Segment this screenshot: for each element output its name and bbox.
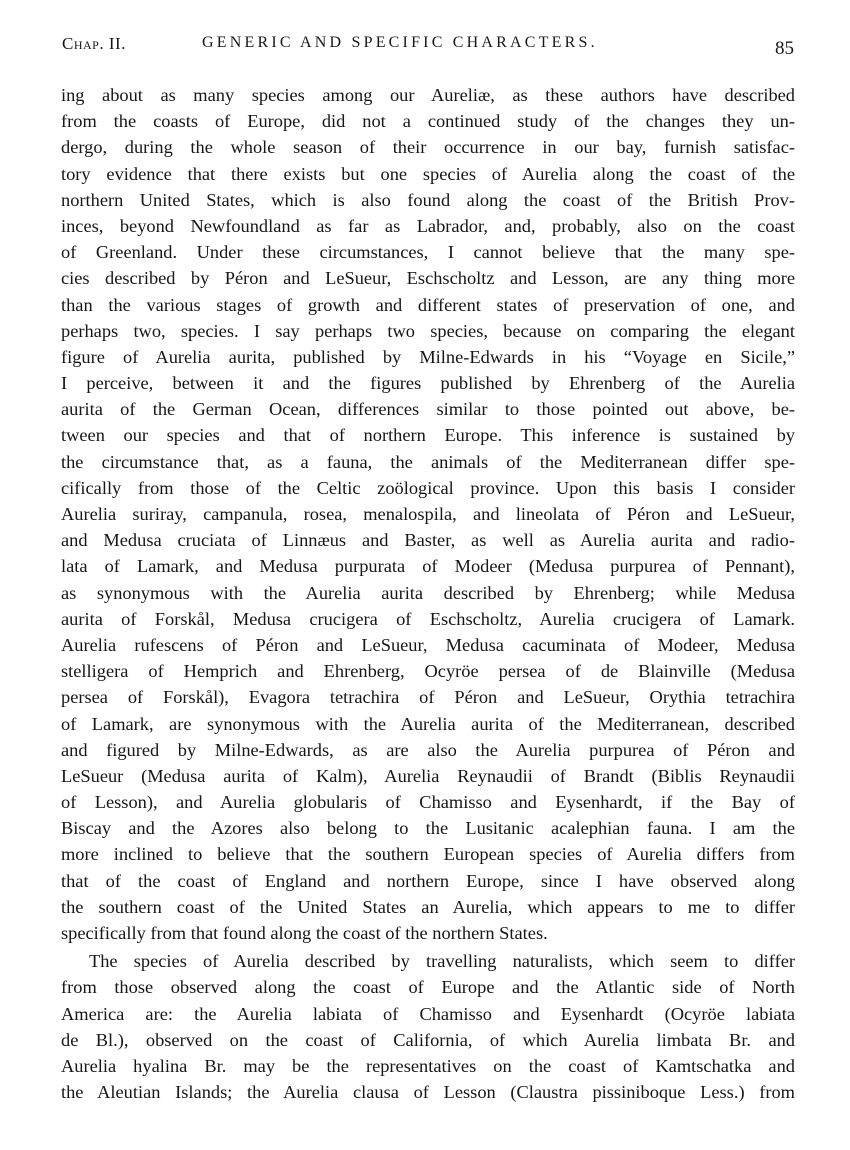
text-line: inces, beyond Newfoundland as far as Labrador, and, probably, also on the coast xyxy=(61,215,795,236)
text-line: more inclined to believe that the southern European species of Aurelia differs from xyxy=(61,844,795,865)
text-line: lata of Lamark, and Medusa purpurata of Modeer (Medusa purpurea of Pennant), xyxy=(61,556,795,577)
text-line: ing about as many species among our Aureliæ, as these authors have described xyxy=(61,85,795,105)
text-line: the Aleutian Islands; the Aurelia clausa of Lesson (Claustra pissiniboque Less.) from xyxy=(61,1082,795,1103)
text-line: Aurelia rufescens of Péron and LeSueur, Medusa cacuminata of Modeer, Medusa xyxy=(61,634,795,655)
text-line: America are: the Aurelia labiata of Chamisso and Eysenhardt (Ocyröe labiata xyxy=(61,1003,795,1024)
text-line: and figured by Milne-Edwards, as are also the Aurelia purpurea of Péron and xyxy=(61,739,795,760)
text-line: Aurelia hyalina Br. may be the representatives on the coast of Kamtschatka and xyxy=(61,1055,795,1076)
text-line: Aurelia suriray, campanula, rosea, menalospila, and lineolata of Péron and LeSueur, xyxy=(61,504,795,524)
text-line: stelligera of Hemprich and Ehrenberg, Ocyröe persea of de Blainville (Medusa xyxy=(61,661,795,682)
text-line: northern United States, which is also found along the coast of the British Prov- xyxy=(61,189,795,210)
text-line: tory evidence that there exists but one species of Aurelia along the coast of the xyxy=(61,163,795,184)
text-line: from the coasts of Europe, did not a continued study of the changes they un- xyxy=(61,111,795,132)
text-line: tween our species and that of northern Europe. This inference is sustained by xyxy=(61,425,795,446)
text-line: the circumstance that, as a fauna, the animals of the Mediterranean differ spe- xyxy=(61,451,795,472)
text-line: Biscay and the Azores also belong to the Lusitanic acalephian fauna. I am the xyxy=(61,818,795,839)
body-text xyxy=(61,82,795,1105)
text-line: I perceive, between it and the figures published by Ehrenberg of the Aurelia xyxy=(61,373,795,394)
text-line: as synonymous with the Aurelia aurita described by Ehrenberg; while Medusa xyxy=(61,582,795,603)
text-line: perhaps two, species. I say perhaps two species, because on comparing the elegant xyxy=(61,320,795,341)
text-line: specifically from that found along the coast of the northern States. xyxy=(61,923,548,943)
text-line: that of the coast of England and northern Europe, since I have observed along xyxy=(61,870,795,891)
text-line: of Lesson), and Aurelia globularis of Chamisso and Eysenhardt, if the Bay of xyxy=(61,792,795,813)
text-line: from those observed along the coast of Europe and the Atlantic side of North xyxy=(61,977,795,998)
text-line: de Bl.), observed on the coast of California, of which Aurelia limbata Br. and xyxy=(61,1029,795,1050)
page-number: 85 xyxy=(775,38,794,59)
text-line: of Lamark, are synonymous with the Aurelia aurita of the Mediterranean, described xyxy=(61,713,795,734)
chapter-label: Chap. II. xyxy=(62,34,126,53)
text-line: The species of Aurelia described by travelling naturalists, which seem to differ xyxy=(89,951,795,972)
text-line: aurita of Forskål, Medusa crucigera of Eschscholtz, Aurelia crucigera of Lamark. xyxy=(61,608,795,629)
text-line: the southern coast of the United States an Aurelia, which appears to me to differ xyxy=(61,896,795,917)
text-line: of Greenland. Under these circumstances, I cannot believe that the many spe- xyxy=(61,242,795,263)
text-line: than the various stages of growth and different states of preservation of one, and xyxy=(61,294,795,315)
text-line: cifically from those of the Celtic zoölogical province. Upon this basis I consider xyxy=(61,477,795,498)
text-line: dergo, during the whole season of their occurrence in our bay, furnish satisfac- xyxy=(61,137,795,158)
text-line: LeSueur (Medusa aurita of Kalm), Aurelia Reynaudii of Brandt (Biblis Reynaudii xyxy=(61,765,795,786)
text-line: cies described by Péron and LeSueur, Eschscholtz and Lesson, are any thing more xyxy=(61,268,795,289)
running-title: GENERIC AND SPECIFIC CHARACTERS. xyxy=(202,34,598,51)
paragraph xyxy=(61,82,795,946)
paragraph xyxy=(61,948,795,1105)
text-line: persea of Forskål), Evagora tetrachira of Péron and LeSueur, Orythia tetrachira xyxy=(61,687,795,708)
text-line: figure of Aurelia aurita, published by Milne-Edwards in his “Voyage en Sicile,” xyxy=(61,346,795,367)
text-line: aurita of the German Ocean, differences similar to those pointed out above, be- xyxy=(61,399,795,420)
text-line: and Medusa cruciata of Linnæus and Baster, as well as Aurelia aurita and radio- xyxy=(61,530,795,551)
page-header xyxy=(62,34,794,64)
